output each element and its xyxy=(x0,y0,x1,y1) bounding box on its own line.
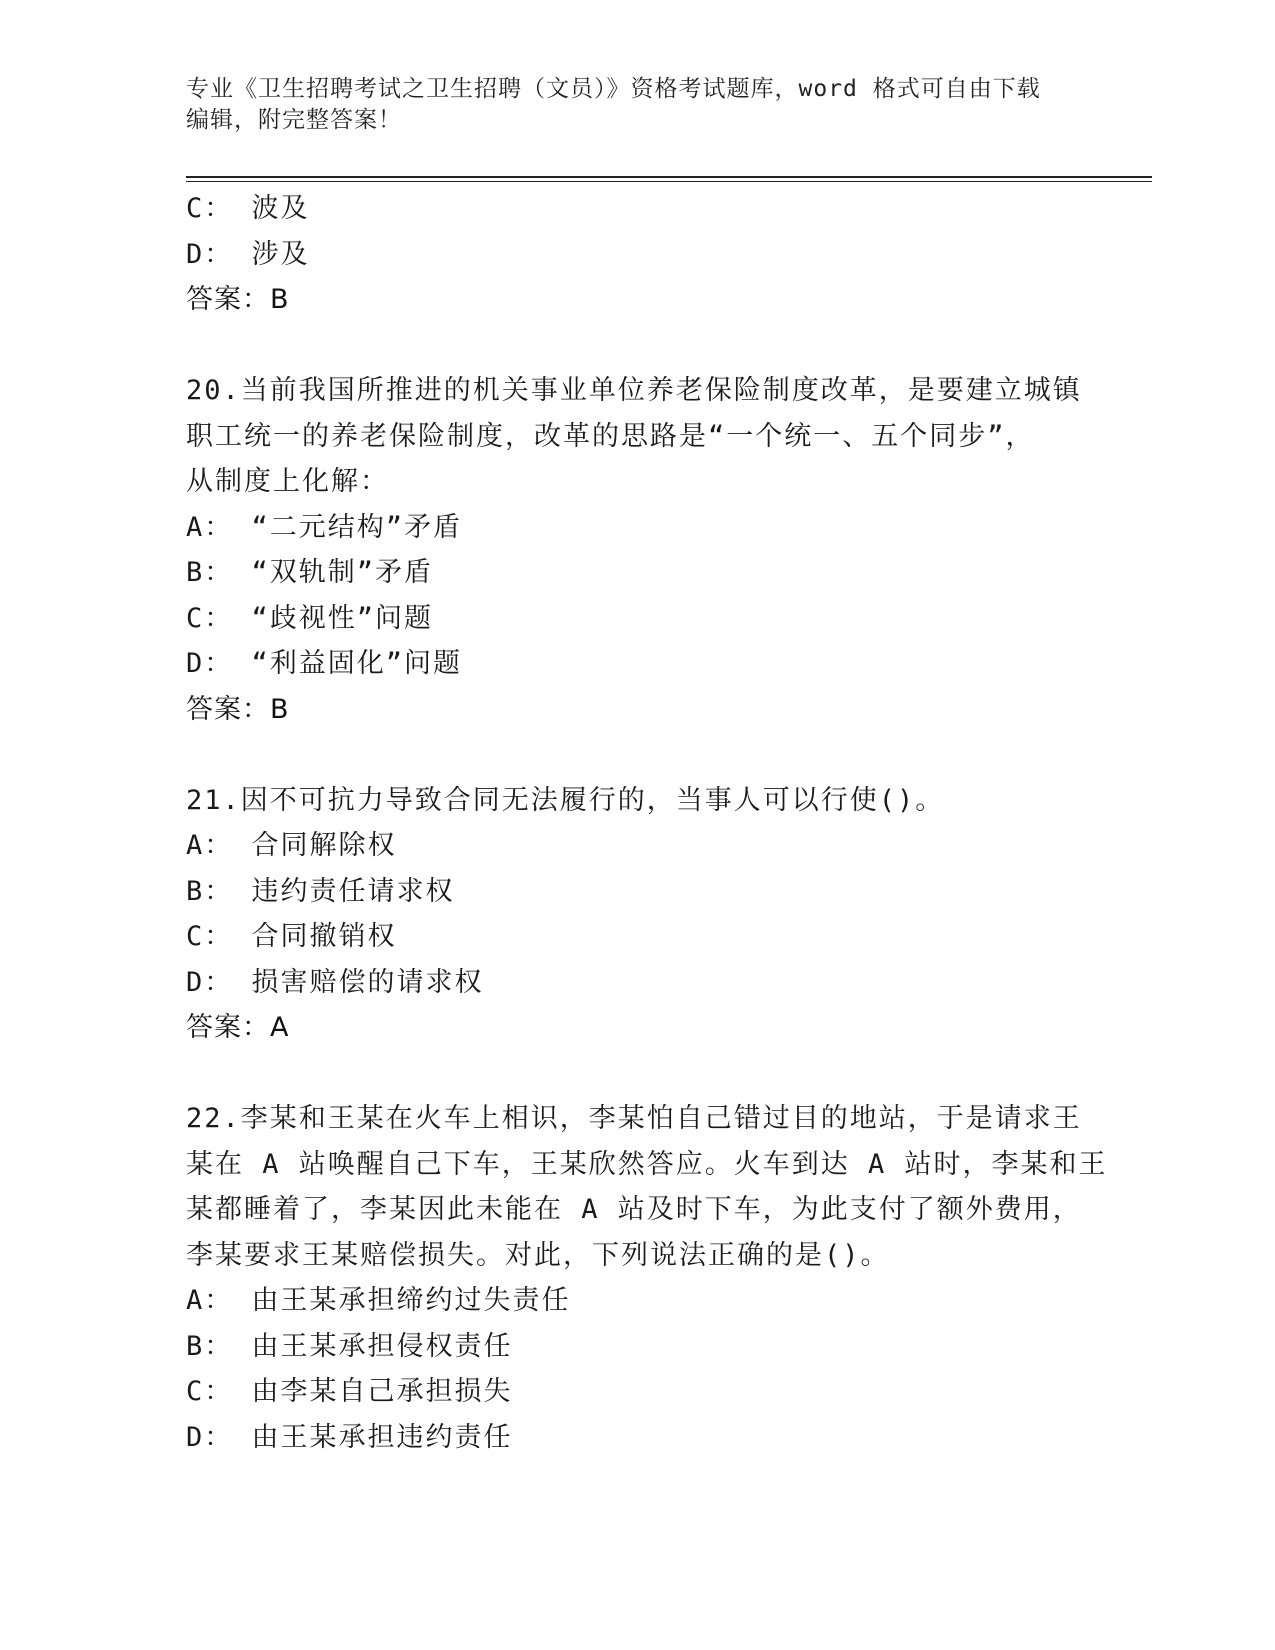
question-text: 20.当前我国所推进的机关事业单位养老保险制度改革，是要建立城镇 xyxy=(186,375,1082,406)
question-text: 职工统一的养老保险制度，改革的思路是“一个统一、五个同步”， xyxy=(186,420,1035,452)
option-c: C： 由李某自己承担损失 xyxy=(186,1376,513,1407)
question-22 xyxy=(186,1096,1108,1460)
page-header xyxy=(186,74,1086,136)
question-text: 李某要求王某赔偿损失。对此，下列说法正确的是()。 xyxy=(186,1239,890,1271)
question-text: 某都睡着了，李某因此未能在 A 站及时下车，为此支付了额外费用， xyxy=(186,1194,1082,1225)
option-a: A： 由王某承担缔约过失责任 xyxy=(186,1285,571,1316)
option-b: B： 违约责任请求权 xyxy=(186,875,455,907)
answer-line: 答案：B xyxy=(186,693,290,725)
answer-line: 答案：B xyxy=(186,284,290,315)
header-line-1: 专业《卫生招聘考试之卫生招聘（文员）》资格考试题库，word 格式可自由下载 xyxy=(186,76,1041,102)
question-list xyxy=(186,186,1108,1460)
header-divider-thick xyxy=(186,176,1152,178)
answer-line: 答案：A xyxy=(186,1012,290,1043)
option-a: A： 合同解除权 xyxy=(186,830,397,861)
question-20 xyxy=(186,368,1086,732)
header-line-2: 编辑，附完整答案！ xyxy=(186,107,402,133)
option-c: C： “歧视性”问题 xyxy=(186,602,434,634)
option-c: C： 波及 xyxy=(186,193,310,224)
option-d: D： 涉及 xyxy=(186,238,310,270)
option-b: B： “双轨制”矛盾 xyxy=(186,557,434,588)
option-a: A： “二元结构”矛盾 xyxy=(186,511,463,543)
spacer xyxy=(186,1051,1086,1097)
question-21 xyxy=(186,778,1086,1051)
option-c: C： 合同撤销权 xyxy=(186,921,397,952)
option-b: B： 由王某承担侵权责任 xyxy=(186,1330,513,1362)
spacer xyxy=(186,732,1086,778)
option-d: D： “利益固化”问题 xyxy=(186,648,463,679)
header-divider-thin xyxy=(186,181,1152,182)
option-d: D： 损害赔偿的请求权 xyxy=(186,966,484,998)
spacer xyxy=(186,323,1086,369)
question-text: 从制度上化解： xyxy=(186,466,389,497)
question-text: 某在 A 站唤醒自己下车，王某欣然答应。火车到达 A 站时，李某和王 xyxy=(186,1148,1108,1180)
prev-question-block xyxy=(186,186,1086,323)
question-text: 22.李某和王某在火车上相识，李某怕自己错过目的地站，于是请求王 xyxy=(186,1103,1082,1134)
question-text: 21.因不可抗力导致合同无法履行的，当事人可以行使()。 xyxy=(186,784,945,816)
option-d: D： 由王某承担违约责任 xyxy=(186,1421,513,1453)
